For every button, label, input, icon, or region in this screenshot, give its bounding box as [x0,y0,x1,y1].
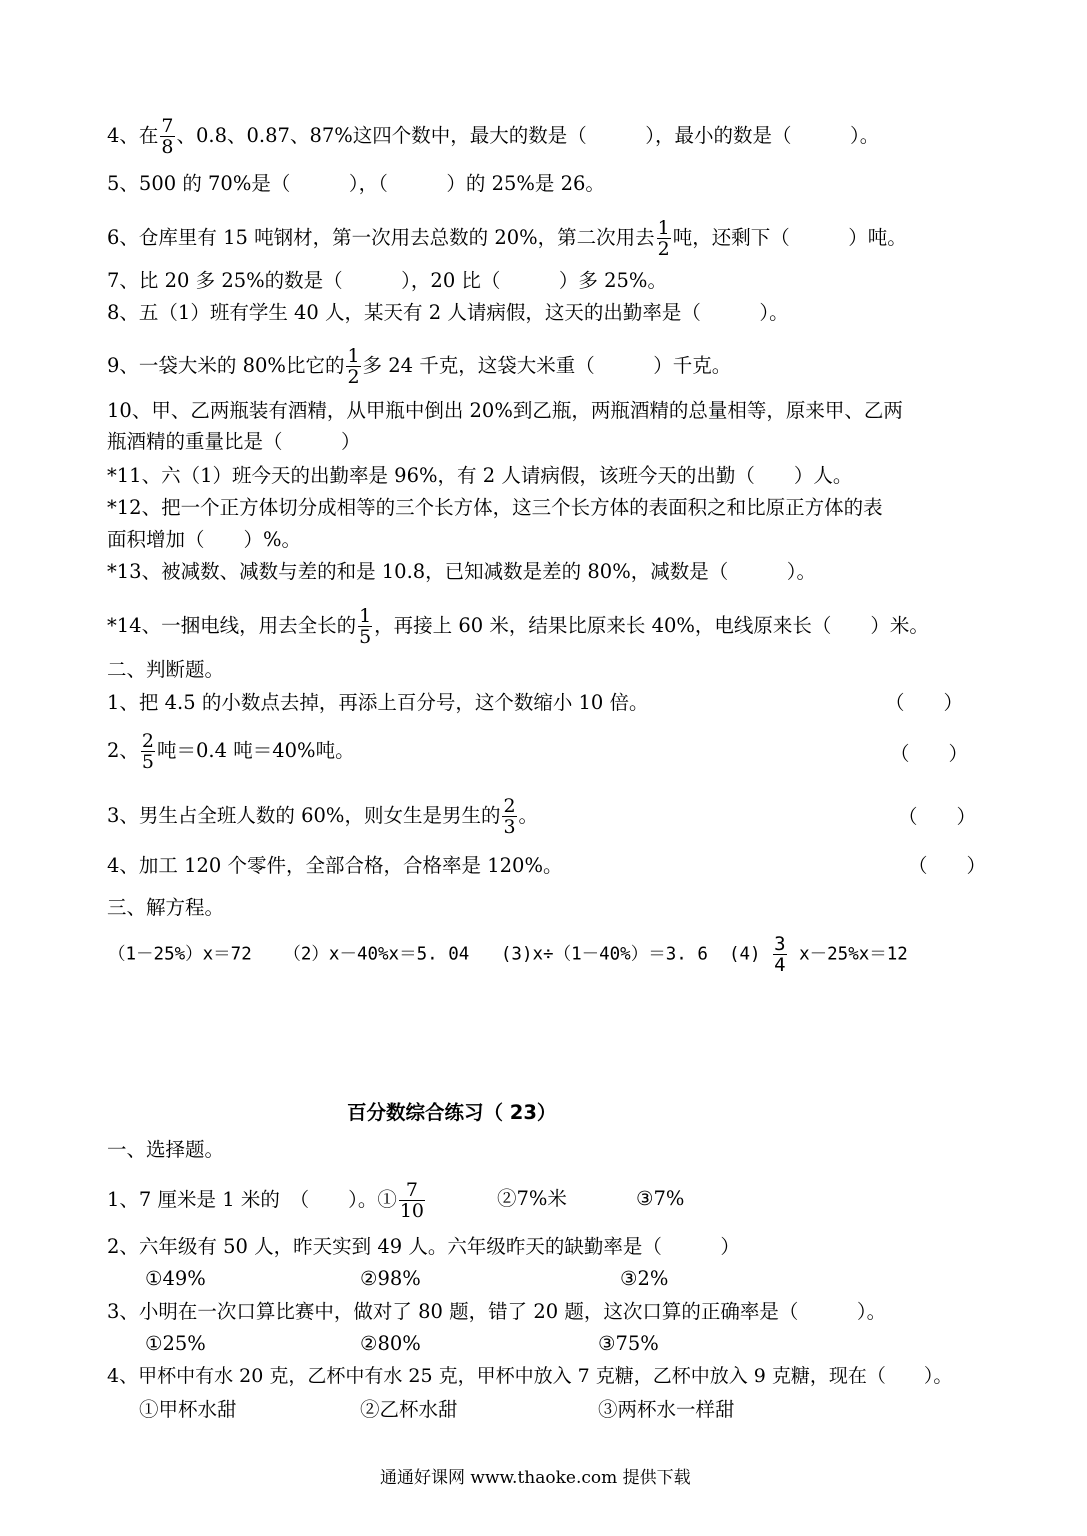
equation-2: （2）x－40%x＝5. 04 [283,944,470,965]
fraction: $\frac{2}{5}$ [141,730,155,773]
judge-2: 2、 $\frac{2}{5}$ 吨＝0.4 吨＝40%吨。 [107,730,355,773]
question-6: 6、仓库里有 15 吨钢材，第一次用去总数的 20%，第二次用去 $\frac{1}{2}$ 吨，还剩下（ ）吨。 [107,217,907,260]
judge-3: 3、男生占全班人数的 60%，则女生是男生的 $\frac{2}{3}$ 。 [107,795,539,838]
choice-4-option-3[interactable]: ③两杯水一样甜 [598,1398,735,1421]
choice-1-option-2[interactable]: ②7%米 [497,1187,567,1210]
judge-1-answer[interactable]: （ ） [885,691,964,714]
question-12-line1: *12、把一个正方体切分成相等的三个长方体，这三个长方体的表面积之和比原正方体的表 [107,496,883,519]
choice-3: 3、小明在一次口算比赛中，做对了 80 题，错了 20 题，这次口算的正确率是（ ）。 [107,1300,887,1323]
judge-1: 1、把 4.5 的小数点去掉，再添上百分号，这个数缩小 10 倍。 [107,691,649,714]
choice-3-option-3[interactable]: ③75% [598,1332,659,1355]
question-12-line2: 面积增加（ ）%。 [107,528,302,551]
question-7: 7、比 20 多 25%的数是（ ），20 比（ ）多 25%。 [107,269,667,292]
question-4: 4、在 $\frac{7}{8}$ 、0.8、0.87、87%这四个数中，最大的数是（ ），最小的数是（ ）。 [107,115,880,158]
choice-2-option-3[interactable]: ③2% [620,1267,669,1290]
choice-4-option-1[interactable]: ①甲杯水甜 [139,1398,237,1421]
fraction: $\frac{1}{2}$ [657,217,670,260]
judge-4: 4、加工 120 个零件，全部合格，合格率是 120%。 [107,854,563,877]
question-14: *14、一捆电线，用去全长的 $\frac{1}{5}$ ，再接上 60 米，结果比原来长 40%，电线原来长（ ）米。 [107,605,929,648]
fraction: $\frac{2}{3}$ [503,795,516,838]
choice-2-option-2[interactable]: ②98% [360,1267,421,1290]
fraction: $\frac{3}{4}$ [774,933,786,976]
section-2-heading: 二、判断题。 [107,658,225,681]
choice-2: 2、六年级有 50 人，昨天实到 49 人。六年级昨天的缺勤率是（ ） [107,1235,740,1258]
section-a-heading: 一、选择题。 [107,1138,225,1161]
fraction: $\frac{1}{2}$ [347,345,360,388]
equation-3: (3)x÷（1－40%）＝3. 6 [500,944,708,965]
choice-2-option-1[interactable]: ①49% [145,1267,206,1290]
choice-4: 4、甲杯中有水 20 克，乙杯中有水 25 克，甲杯中放入 7 克糖，乙杯中放入 9 克糖，现在（ ）。 [107,1365,953,1387]
choice-1: 1、7 厘米是 1 米的 （ ）。① $\frac{7}{10}$ [107,1179,425,1222]
section-3-heading: 三、解方程。 [107,896,225,919]
choice-1-option-3[interactable]: ③7% [636,1187,685,1210]
judge-4-answer[interactable]: （ ） [908,854,987,877]
equation-4: x－25%x＝12 [799,944,908,965]
question-9: 9、一袋大米的 80%比它的 $\frac{1}{2}$ 多 24 千克，这袋大米重（ ）千克。 [107,345,732,388]
question-11: *11、六（1）班今天的出勤率是 96%，有 2 人请病假，该班今天的出勤（ ）人。 [107,464,853,487]
equation-1: （1－25%）x＝72 [108,944,252,965]
fraction: $\frac{1}{5}$ [359,605,372,648]
fraction: $\frac{7}{10}$ [399,1179,425,1222]
fraction: $\frac{7}{8}$ [161,115,174,158]
choice-4-option-2[interactable]: ②乙杯水甜 [360,1398,458,1421]
question-5: 5、500 的 70%是（ ），（ ）的 25%是 26。 [107,172,605,195]
equations-row [108,934,908,975]
question-10-line2: 瓶酒精的重量比是（ ） [107,430,361,453]
page-title: 百分数综合练习（ 23） [347,1101,557,1124]
judge-2-answer[interactable]: （ ） [890,742,969,765]
choice-3-option-1[interactable]: ①25% [145,1332,206,1355]
judge-3-answer[interactable]: （ ） [898,805,977,828]
choice-3-option-2[interactable]: ②80% [360,1332,421,1355]
question-8: 8、五（1）班有学生 40 人，某天有 2 人请病假，这天的出勤率是（ ）。 [107,301,789,324]
question-10-line1: 10、甲、乙两瓶装有酒精，从甲瓶中倒出 20%到乙瓶，两瓶酒精的总量相等，原来甲、乙两 [107,399,903,422]
equation-4-label: (4) [728,944,761,965]
question-13: *13、被减数、减数与差的和是 10.8，已知减数是差的 80%，减数是（ ）。 [107,560,816,583]
footer-source: 通通好课网 www.thaoke.com 提供下载 [380,1468,691,1488]
